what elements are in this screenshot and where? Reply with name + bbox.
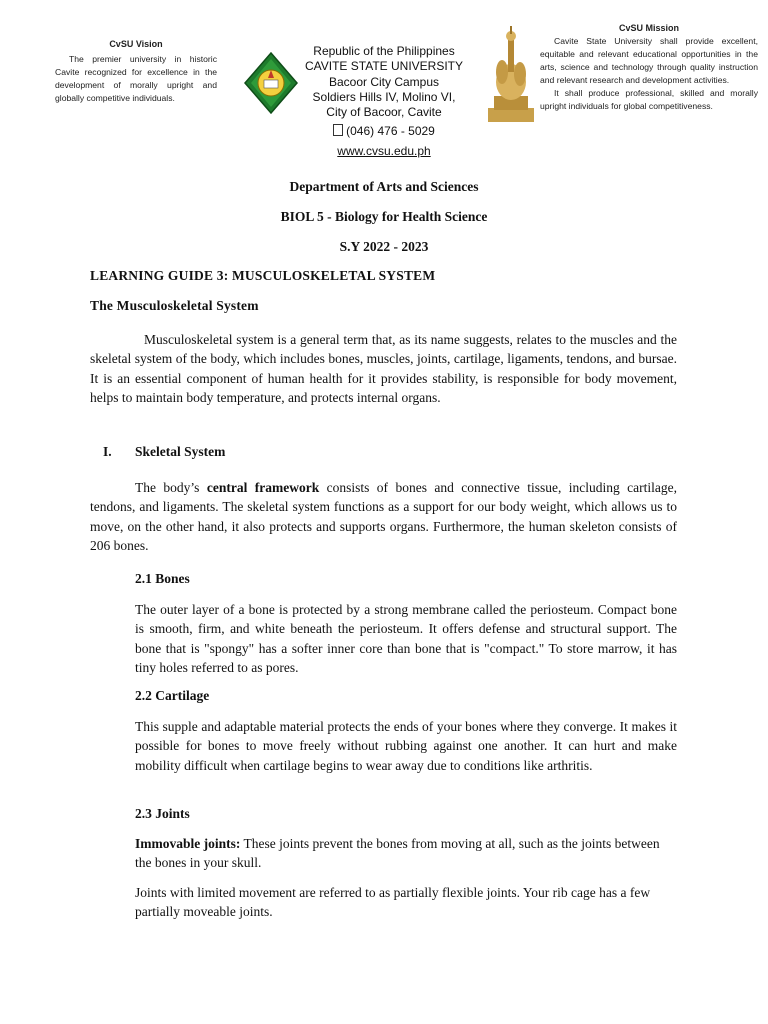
immovable-joints-term: Immovable joints: <box>135 836 241 851</box>
address-line-1: Soldiers Hills IV, Molino VI, <box>312 89 456 104</box>
skeletal-text-start: The body’s <box>135 480 207 495</box>
section-numeral: I. <box>103 444 112 459</box>
skeletal-system-paragraph <box>90 478 677 556</box>
department-title: Department of Arts and Sciences <box>289 179 479 194</box>
university-address-block <box>298 44 470 159</box>
learning-guide-title: LEARNING GUIDE 3: MUSCULOSKELETAL SYSTEM <box>90 268 436 283</box>
cvsu-seal-logo <box>244 52 298 114</box>
statue-monument-image <box>482 24 540 124</box>
vision-text: The premier university in historic Cavite recognized for excellence in the development of morally upright and globally competitive individuals. <box>55 54 217 103</box>
phone-icon <box>333 124 343 136</box>
republic-line: Republic of the Philippines <box>313 44 455 58</box>
mission-text-1: Cavite State University shall provide excellent, equitable and relevant educational opportunities in the arts, science and technology through quality instruction and relevant research and development activities. <box>540 36 758 85</box>
partial-joints-paragraph: Joints with limited movement are referred to as partially flexible joints. Your rib cage has a few partially moveable joints. <box>135 885 651 920</box>
intro-paragraph: Musculoskeletal system is a general term that, as its name suggests, relates to the muscles and the skeletal system of the body, which includes bones, muscles, joints, cartilage, ligaments, tendons, and bursae. It is an essential component of human health for it provides stability, is responsible for body movement, helps to maintain body temperature, and protects internal organs. <box>90 332 677 406</box>
section-heading: The Musculoskeletal System <box>90 298 259 313</box>
course-title: BIOL 5 - Biology for Health Science <box>280 209 488 224</box>
cvsu-mission-block <box>540 22 758 113</box>
phone-line <box>298 124 470 139</box>
mission-text-2: It shall produce professional, skilled and morally upright individuals for global competitiveness. <box>540 88 758 111</box>
bones-heading: 2.1 Bones <box>135 571 190 586</box>
bones-paragraph: The outer layer of a bone is protected by a strong membrane called the periosteum. Compact bone is smooth, firm, and white beneath the periosteum. It offers defense and structural support. The bone that is "spongy" has a softer inner core than bone that is "compact." To store marrow, it has tiny holes referred to as pores. <box>135 602 677 676</box>
campus-name: Bacoor City Campus <box>328 74 440 89</box>
mission-heading: CvSU Mission <box>618 23 679 33</box>
website-link[interactable]: www.cvsu.edu.ph <box>337 143 431 158</box>
university-name: CAVITE STATE UNIVERSITY <box>304 59 464 74</box>
address-line-2: City of Bacoor, Cavite <box>326 105 442 120</box>
immovable-joints-text: These joints prevent the bones from moving at all, such as the joints between the bones in your skull. <box>135 836 660 871</box>
vision-heading: CvSU Vision <box>109 39 163 49</box>
cartilage-paragraph: This supple and adaptable material protects the ends of your bones where they converge. It makes it possible for bones to move freely without rubbing against one another. It can hurt and make mobility difficult when cartilage begins to wear away due to conditions like arthritis. <box>135 719 677 773</box>
skeletal-system-heading: Skeletal System <box>135 444 226 459</box>
immovable-joints-paragraph <box>135 834 677 873</box>
cartilage-heading: 2.2 Cartilage <box>135 688 210 703</box>
cvsu-vision-block <box>55 38 217 105</box>
central-framework-term: central framework <box>206 480 320 495</box>
skeletal-text-end: consists of bones and connective tissue, including cartilage, tendons, and ligaments. The skeletal system functions as a support for our body weight, which allows us to move, on the other hand, it also protects and supports organs. Furthermore, the human skeleton consists of 206 bones. <box>90 480 677 554</box>
joints-heading: 2.3 Joints <box>135 806 190 821</box>
school-year: S.Y 2022 - 2023 <box>339 239 429 254</box>
phone-number: (046) 476 - 5029 <box>346 124 435 139</box>
